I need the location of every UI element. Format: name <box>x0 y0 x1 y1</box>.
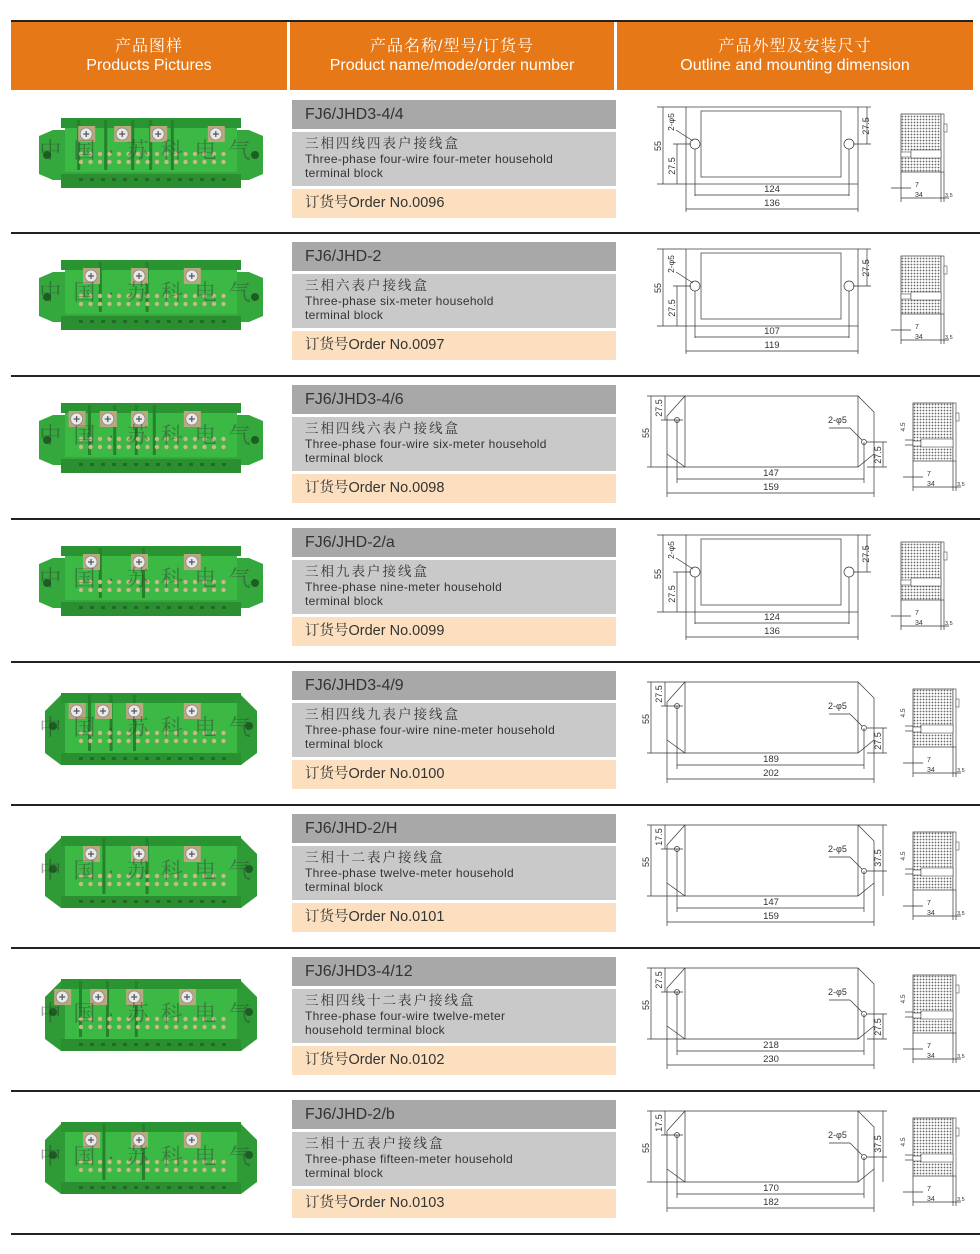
order-number: 订货号Order No.0103 <box>292 1189 616 1218</box>
svg-text:37.5: 37.5 <box>873 849 883 867</box>
svg-text:37.5: 37.5 <box>873 1135 883 1153</box>
svg-text:中国·苏科电气: 中国·苏科电气 <box>39 1001 263 1026</box>
product-name-en-line1: Three-phase four-wire six-meter household <box>305 437 547 451</box>
product-name-en-line2: terminal block <box>305 166 384 180</box>
svg-text:3.5: 3.5 <box>957 768 965 774</box>
header-col1-zh: 产品图样 <box>114 37 183 55</box>
product-row <box>11 665 973 808</box>
product-model: FJ6/JHD3-4/4 <box>292 100 616 129</box>
svg-text:27.5: 27.5 <box>873 732 883 750</box>
svg-text:182: 182 <box>763 1197 779 1208</box>
product-name-zh: 三相六表户接线盒 <box>305 278 429 293</box>
product-photo <box>31 252 271 342</box>
svg-text:4.5: 4.5 <box>900 708 907 718</box>
product-model: FJ6/JHD3-4/9 <box>292 671 616 700</box>
product-row <box>11 808 973 951</box>
dimension-drawing <box>631 236 971 376</box>
svg-text:2-φ5: 2-φ5 <box>828 415 847 425</box>
product-name-en-line2: terminal block <box>305 1166 384 1180</box>
product-model: FJ6/JHD3-4/12 <box>292 957 616 986</box>
product-model: FJ6/JHD-2/b <box>292 1100 616 1129</box>
product-model: FJ6/JHD-2 <box>292 242 616 271</box>
svg-text:119: 119 <box>764 340 780 351</box>
svg-text:2-φ5: 2-φ5 <box>828 844 847 854</box>
svg-text:27.5: 27.5 <box>873 446 883 464</box>
svg-text:3.5: 3.5 <box>957 1054 965 1060</box>
svg-text:2-φ5: 2-φ5 <box>666 255 676 273</box>
svg-text:55: 55 <box>641 713 651 725</box>
product-name-en-line1: Three-phase twelve-meter household <box>305 866 514 880</box>
svg-text:34: 34 <box>927 910 935 917</box>
product-description <box>292 703 616 757</box>
svg-text:7: 7 <box>915 182 919 189</box>
svg-text:55: 55 <box>653 282 663 294</box>
product-name-en-line1: Three-phase four-wire twelve-meter <box>305 1009 506 1023</box>
product-info <box>292 1100 616 1218</box>
svg-text:3.5: 3.5 <box>945 621 953 627</box>
svg-text:2-φ5: 2-φ5 <box>828 1130 847 1140</box>
svg-text:2-φ5: 2-φ5 <box>666 113 676 131</box>
svg-text:124: 124 <box>764 184 780 195</box>
product-info <box>292 100 616 218</box>
product-photo <box>31 395 271 485</box>
product-name-en-line2: household terminal block <box>305 1023 445 1037</box>
product-model: FJ6/JHD-2/H <box>292 814 616 843</box>
product-row <box>11 236 973 379</box>
product-name-en-line1: Three-phase four-wire four-meter household <box>305 152 554 166</box>
svg-text:3.5: 3.5 <box>957 911 965 917</box>
svg-text:27.5: 27.5 <box>861 259 871 277</box>
header-product-name <box>290 22 614 90</box>
product-name-en-line2: terminal block <box>305 594 384 608</box>
product-description <box>292 274 616 328</box>
header-col3-zh: 产品外型及安装尺寸 <box>718 37 872 55</box>
product-name-en-line2: terminal block <box>305 451 384 465</box>
svg-text:2-φ5: 2-φ5 <box>828 701 847 711</box>
svg-text:3.5: 3.5 <box>945 335 953 341</box>
product-name-zh: 三相十五表户接线盒 <box>305 1136 445 1151</box>
svg-text:17.5: 17.5 <box>654 1114 664 1132</box>
product-model: FJ6/JHD-2/a <box>292 528 616 557</box>
svg-text:中国·苏科电气: 中国·苏科电气 <box>39 138 263 163</box>
svg-text:3.5: 3.5 <box>945 193 953 199</box>
svg-text:4.5: 4.5 <box>900 422 907 432</box>
product-row <box>11 951 973 1094</box>
product-name-zh: 三相九表户接线盒 <box>305 564 429 579</box>
order-number: 订货号Order No.0101 <box>292 903 616 932</box>
product-info <box>292 957 616 1075</box>
svg-text:4.5: 4.5 <box>900 851 907 861</box>
product-photo <box>31 681 271 771</box>
svg-text:2-φ5: 2-φ5 <box>828 987 847 997</box>
svg-text:34: 34 <box>927 481 935 488</box>
svg-text:27.5: 27.5 <box>667 585 677 603</box>
svg-text:230: 230 <box>763 1054 779 1065</box>
svg-text:中国·苏科电气: 中国·苏科电气 <box>39 715 263 740</box>
svg-text:34: 34 <box>915 620 923 627</box>
header-col3-en: Outline and mounting dimension <box>680 57 910 74</box>
svg-text:34: 34 <box>927 1196 935 1203</box>
product-name-zh: 三相十二表户接线盒 <box>305 850 445 865</box>
header-col2-en: Product name/mode/order number <box>329 57 575 74</box>
svg-text:124: 124 <box>764 612 780 623</box>
dimension-drawing <box>631 94 971 234</box>
product-description <box>292 846 616 900</box>
svg-text:27.5: 27.5 <box>654 399 664 417</box>
table-header <box>11 22 973 90</box>
header-col1-en: Products Pictures <box>86 57 212 74</box>
svg-text:55: 55 <box>641 427 651 439</box>
product-photo <box>31 538 271 628</box>
svg-text:中国·苏科电气: 中国·苏科电气 <box>39 280 263 305</box>
order-number: 订货号Order No.0102 <box>292 1046 616 1075</box>
product-name-zh: 三相四线十二表户接线盒 <box>305 993 476 1008</box>
svg-text:3.5: 3.5 <box>957 482 965 488</box>
svg-text:55: 55 <box>653 140 663 152</box>
header-products-pictures <box>11 22 287 90</box>
product-name-en-line1: Three-phase nine-meter household <box>305 580 503 594</box>
dimension-drawing <box>631 522 971 662</box>
product-name-zh: 三相四线四表户接线盒 <box>305 136 460 151</box>
svg-text:136: 136 <box>764 198 780 209</box>
product-info <box>292 528 616 646</box>
svg-text:27.5: 27.5 <box>861 117 871 135</box>
svg-text:27.5: 27.5 <box>654 685 664 703</box>
svg-text:34: 34 <box>927 767 935 774</box>
svg-text:55: 55 <box>653 568 663 580</box>
product-row <box>11 522 973 665</box>
product-name-en-line2: terminal block <box>305 308 384 322</box>
svg-text:34: 34 <box>915 334 923 341</box>
svg-text:17.5: 17.5 <box>654 828 664 846</box>
dimension-drawing <box>631 665 971 805</box>
svg-text:159: 159 <box>763 482 779 493</box>
product-photo <box>31 967 271 1057</box>
svg-text:4.5: 4.5 <box>900 1137 907 1147</box>
svg-text:107: 107 <box>764 326 780 337</box>
dimension-drawing <box>631 808 971 948</box>
svg-text:136: 136 <box>764 626 780 637</box>
dimension-drawing <box>631 951 971 1091</box>
product-model: FJ6/JHD3-4/6 <box>292 385 616 414</box>
svg-text:7: 7 <box>927 1043 931 1050</box>
product-info <box>292 671 616 789</box>
product-description <box>292 989 616 1043</box>
product-info <box>292 385 616 503</box>
product-row <box>11 379 973 522</box>
order-number: 订货号Order No.0096 <box>292 189 616 218</box>
product-name-en-line1: Three-phase six-meter household <box>305 294 494 308</box>
svg-text:170: 170 <box>763 1183 779 1194</box>
product-photo <box>31 1110 271 1200</box>
svg-text:7: 7 <box>927 900 931 907</box>
svg-text:2-φ5: 2-φ5 <box>666 541 676 559</box>
svg-text:159: 159 <box>763 911 779 922</box>
order-number: 订货号Order No.0097 <box>292 331 616 360</box>
svg-text:7: 7 <box>927 1186 931 1193</box>
dimension-drawing <box>631 379 971 519</box>
header-outline-dimension <box>617 22 973 90</box>
svg-text:4.5: 4.5 <box>900 994 907 1004</box>
svg-text:189: 189 <box>763 754 779 765</box>
svg-text:27.5: 27.5 <box>873 1018 883 1036</box>
svg-text:147: 147 <box>763 897 779 908</box>
svg-text:中国·苏科电气: 中国·苏科电气 <box>39 1144 263 1169</box>
svg-text:3.5: 3.5 <box>957 1197 965 1203</box>
order-number: 订货号Order No.0098 <box>292 474 616 503</box>
svg-text:55: 55 <box>641 999 651 1011</box>
product-name-en-line1: Three-phase four-wire nine-meter household <box>305 723 556 737</box>
svg-text:7: 7 <box>915 324 919 331</box>
svg-text:34: 34 <box>927 1053 935 1060</box>
product-name-zh: 三相四线九表户接线盒 <box>305 707 460 722</box>
product-info <box>292 242 616 360</box>
product-name-en-line2: terminal block <box>305 880 384 894</box>
svg-text:147: 147 <box>763 468 779 479</box>
order-number: 订货号Order No.0099 <box>292 617 616 646</box>
product-row <box>11 1094 973 1237</box>
product-photo <box>31 110 271 200</box>
svg-text:7: 7 <box>927 757 931 764</box>
svg-text:27.5: 27.5 <box>667 299 677 317</box>
svg-text:27.5: 27.5 <box>667 157 677 175</box>
svg-text:27.5: 27.5 <box>861 545 871 563</box>
product-description <box>292 1132 616 1186</box>
product-photo <box>31 824 271 914</box>
svg-text:55: 55 <box>641 856 651 868</box>
product-description <box>292 417 616 471</box>
product-description <box>292 132 616 186</box>
product-description <box>292 560 616 614</box>
product-info <box>292 814 616 932</box>
svg-text:中国·苏科电气: 中国·苏科电气 <box>39 423 263 448</box>
svg-text:218: 218 <box>763 1040 779 1051</box>
product-name-en-line2: terminal block <box>305 737 384 751</box>
product-row <box>11 94 973 237</box>
svg-text:7: 7 <box>927 471 931 478</box>
svg-text:27.5: 27.5 <box>654 971 664 989</box>
svg-text:中国·苏科电气: 中国·苏科电气 <box>39 858 263 883</box>
product-name-en-line1: Three-phase fifteen-meter household <box>305 1152 513 1166</box>
order-number: 订货号Order No.0100 <box>292 760 616 789</box>
dimension-drawing <box>631 1094 971 1234</box>
product-name-zh: 三相四线六表户接线盒 <box>305 421 460 436</box>
header-col2-zh: 产品名称/型号/订货号 <box>370 37 534 55</box>
svg-text:202: 202 <box>763 768 779 779</box>
svg-text:中国·苏科电气: 中国·苏科电气 <box>39 566 263 591</box>
svg-text:55: 55 <box>641 1142 651 1154</box>
svg-text:7: 7 <box>915 610 919 617</box>
svg-text:34: 34 <box>915 192 923 199</box>
